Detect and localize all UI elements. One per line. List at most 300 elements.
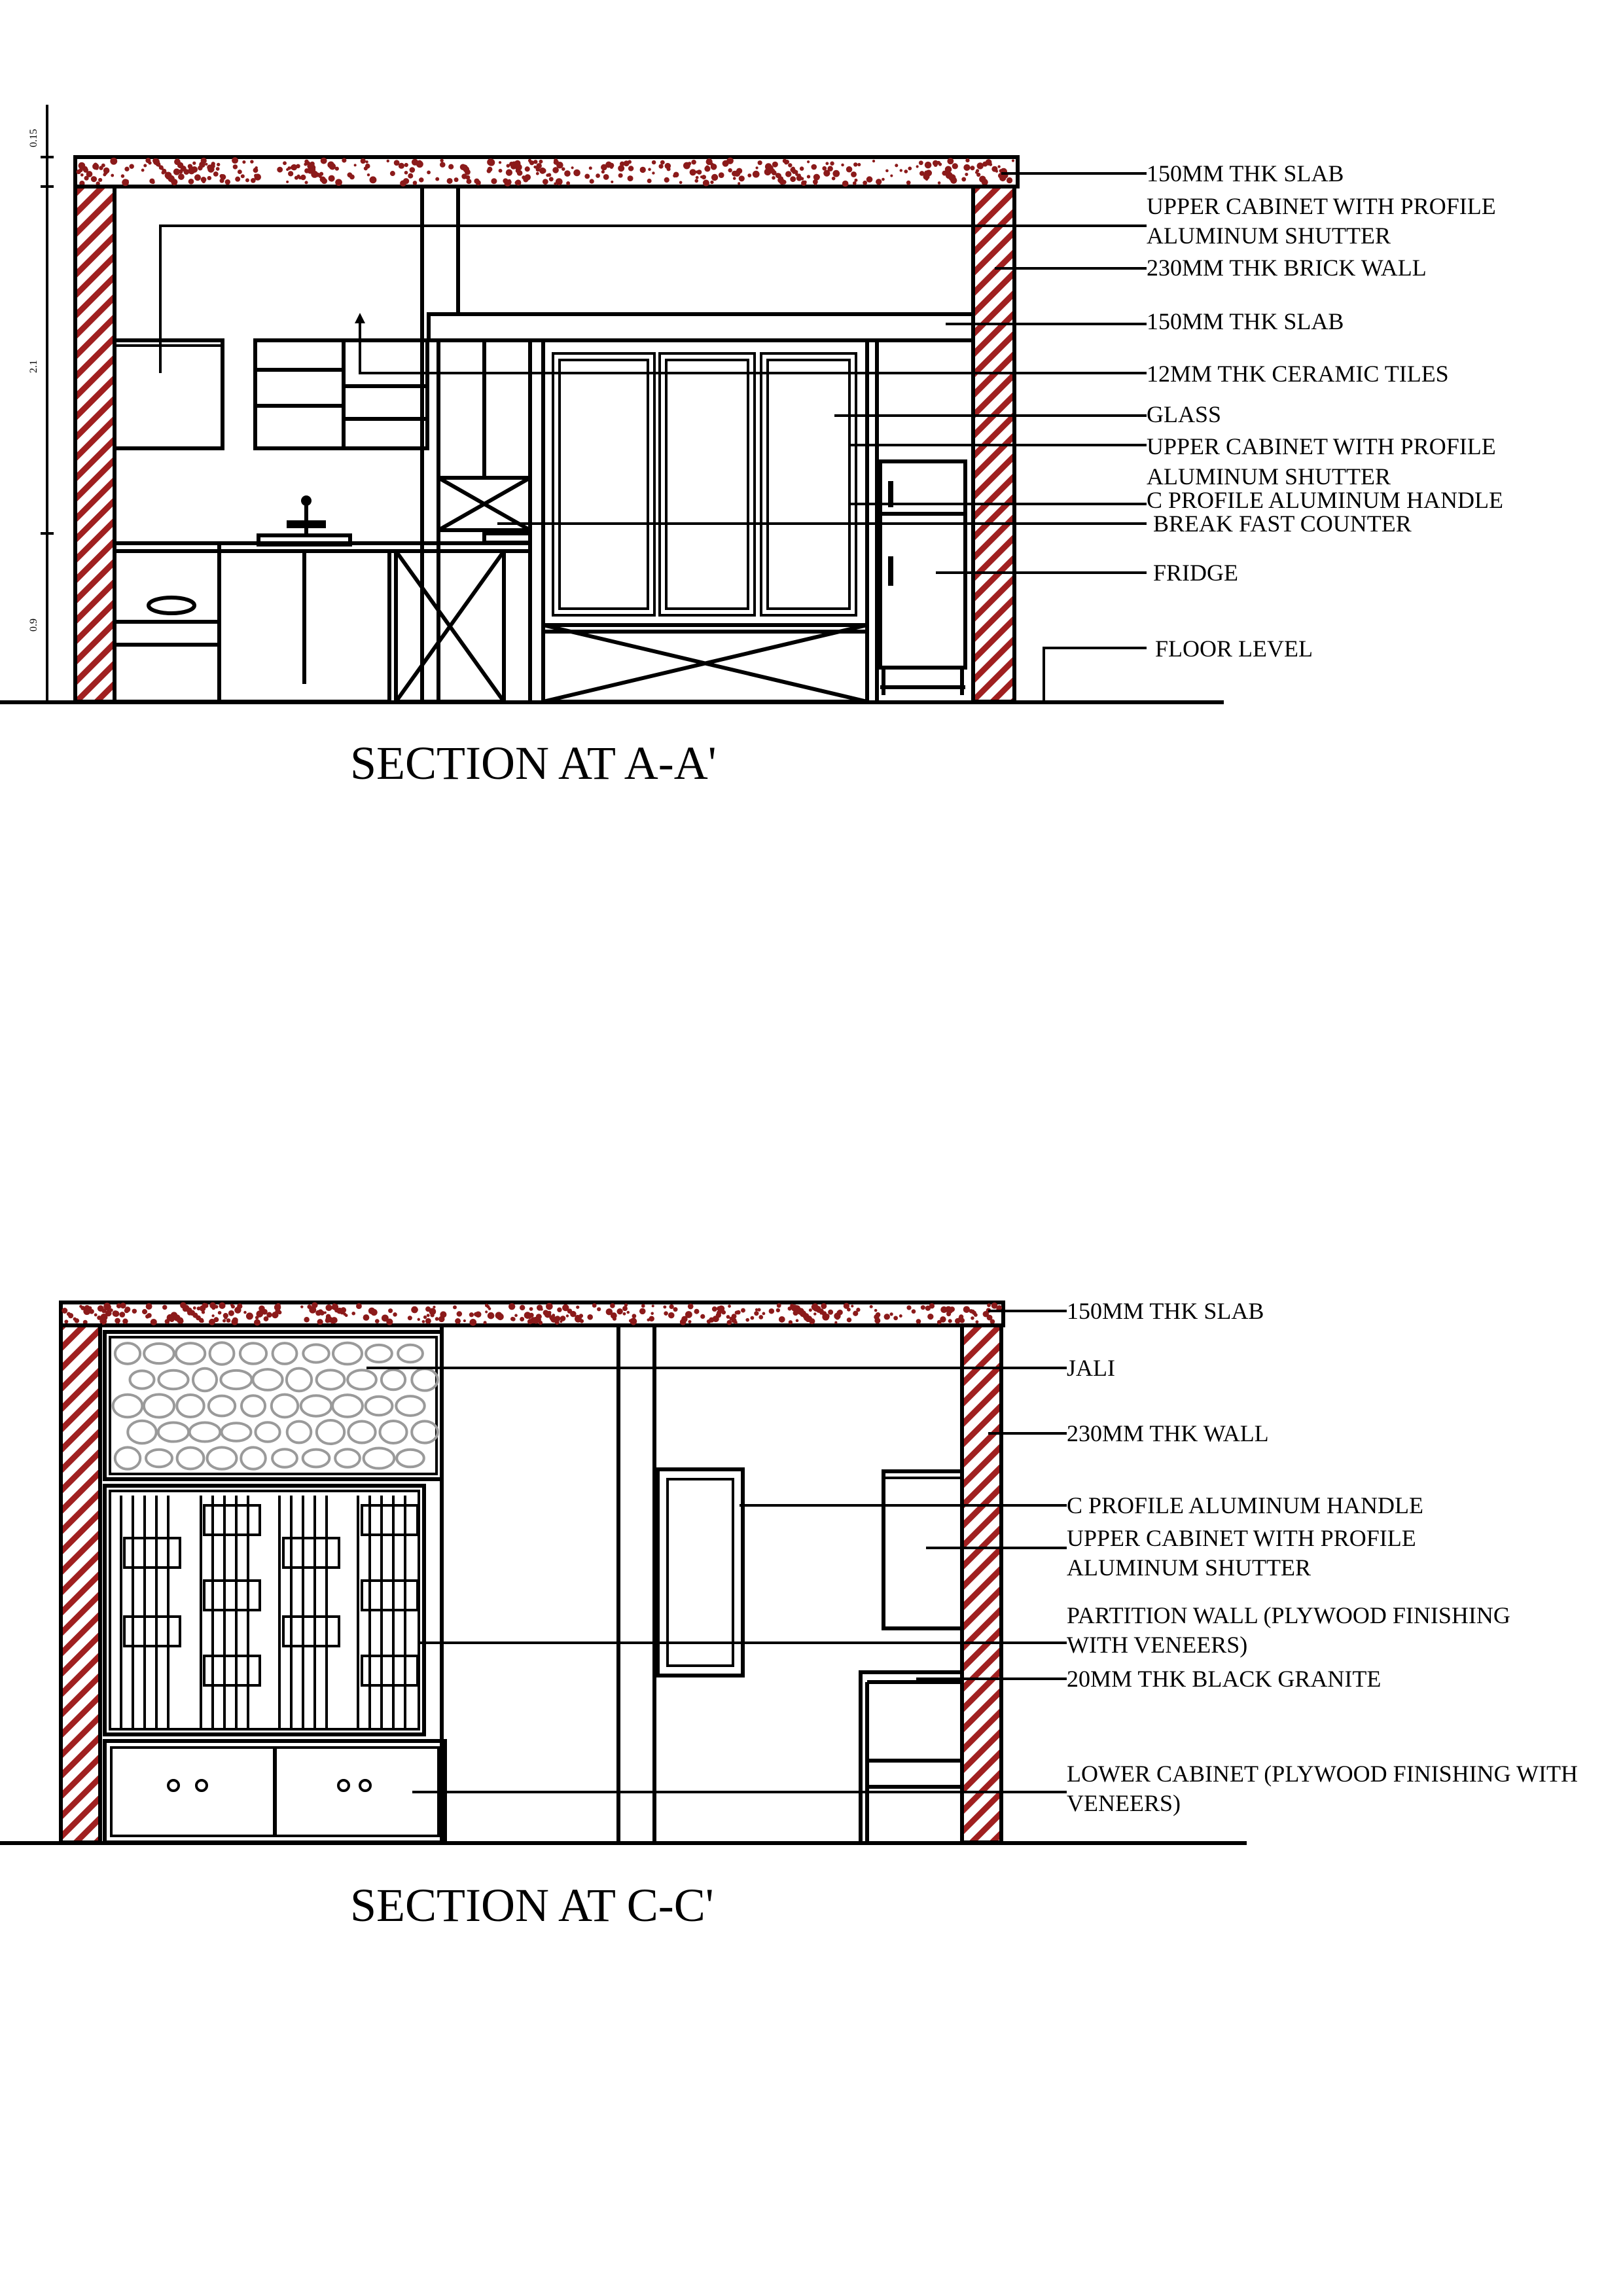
slab-speckle — [220, 179, 224, 183]
slab-speckle — [83, 1308, 90, 1315]
slab-speckle — [807, 175, 810, 178]
slab-speckle — [851, 171, 857, 177]
slab-speckle — [213, 171, 219, 177]
slab-speckle — [475, 1312, 482, 1318]
slab-speckle — [62, 1308, 67, 1314]
slab-speckle — [103, 173, 106, 176]
slab-speckle — [664, 1311, 668, 1316]
slab-speckle — [940, 1316, 946, 1322]
slab-speckle — [601, 170, 605, 173]
slab-speckle — [750, 1316, 754, 1320]
slab-speckle — [623, 1312, 626, 1316]
jali-stone — [222, 1423, 251, 1441]
slab-speckle — [649, 1316, 654, 1322]
slab-speckle — [340, 1307, 346, 1313]
slab-speckle — [266, 1312, 272, 1318]
slab-speckle — [173, 168, 180, 175]
slab-speckle — [733, 177, 736, 180]
slab-speckle — [550, 1316, 557, 1323]
jali-stone — [240, 1343, 266, 1364]
slab-speckle — [965, 173, 968, 176]
slab-speckle — [209, 1302, 216, 1309]
slab-speckle — [835, 1315, 840, 1319]
slab-speckle — [734, 1321, 738, 1324]
slab-speckle — [603, 174, 609, 180]
slab-speckle — [764, 168, 772, 175]
slab-speckle — [219, 1302, 225, 1309]
slab-speckle — [589, 166, 592, 170]
slab-speckle — [834, 1321, 837, 1323]
jali-stone — [382, 1370, 405, 1390]
slab-speckle — [511, 162, 516, 167]
dimension-line — [28, 105, 54, 704]
slab-speckle — [679, 181, 683, 184]
slab-speckle — [147, 1313, 152, 1318]
slab-speckle — [387, 160, 389, 162]
slab-speckle — [707, 1319, 711, 1323]
slab-speckle — [315, 1310, 321, 1316]
jali-stone — [317, 1420, 344, 1444]
slab-speckle — [151, 181, 155, 185]
jali-stone — [241, 1395, 265, 1416]
slab-speckle — [906, 181, 911, 185]
slab-speckle — [331, 1317, 338, 1323]
slab-speckle — [217, 163, 220, 166]
slab-speckle — [618, 173, 623, 178]
slab-speckle — [718, 1305, 724, 1312]
slab-speckle — [524, 174, 531, 181]
jali-stone — [113, 1395, 143, 1418]
slab-speckle — [487, 169, 491, 173]
slab-speckle — [825, 162, 829, 165]
slab-speckle — [408, 173, 413, 179]
section-aa-drawing — [0, 105, 1503, 789]
slab-speckle — [463, 166, 469, 173]
slab-speckle — [557, 1307, 562, 1312]
slab-speckle — [821, 1303, 827, 1309]
slab-speckle — [143, 164, 147, 167]
slab-speckle — [326, 1314, 331, 1319]
slab-speckle — [390, 171, 395, 176]
slab-speckle — [440, 159, 443, 162]
slab-speckle — [622, 1306, 628, 1311]
slab-speckle — [728, 168, 732, 172]
slab-speckle — [466, 179, 471, 184]
slab-speckle — [319, 172, 323, 176]
slab-speckle — [866, 176, 873, 183]
slab-speckle — [639, 1308, 646, 1315]
slab-speckle — [469, 1319, 476, 1326]
slab-speckle — [788, 1306, 792, 1310]
jali-stone — [144, 1395, 174, 1418]
slab-speckle — [728, 1304, 731, 1308]
slab-speckle — [997, 165, 1000, 168]
slab-speckle — [394, 160, 400, 166]
slab-speckle — [541, 1308, 543, 1310]
slab-speckle — [307, 168, 311, 172]
slab-speckle — [487, 158, 494, 166]
slab-speckle — [453, 1305, 457, 1309]
jali-stone — [209, 1396, 235, 1416]
slab-speckle — [169, 1317, 175, 1322]
slab-speckle — [386, 1318, 393, 1325]
slab-speckle — [664, 177, 669, 183]
slab-speckle — [900, 169, 902, 171]
slab-speckle — [178, 173, 185, 180]
slab-speckle — [805, 1316, 811, 1322]
slab-speckle — [129, 164, 134, 169]
jali-stone — [333, 1343, 362, 1365]
label-cc-lower-cabinet-a: LOWER CABINET (PLYWOOD FINISHING WITH — [1067, 1761, 1578, 1787]
slab-speckle — [448, 164, 454, 170]
slab-speckle — [393, 1312, 397, 1316]
slab-speckle — [755, 166, 758, 169]
slab-speckle — [536, 168, 541, 172]
jali-stone — [158, 1422, 188, 1441]
slab-speckle — [800, 177, 804, 181]
slab-speckle — [627, 1311, 630, 1314]
slab-speckle — [1012, 159, 1014, 162]
jali-stone — [348, 1370, 376, 1389]
slab-speckle — [904, 170, 908, 173]
slab-speckle — [571, 166, 574, 169]
label-aa-floor-level: FLOOR LEVEL — [1155, 636, 1313, 662]
slab-speckle — [929, 1303, 935, 1308]
slab-speckle — [566, 181, 570, 185]
slab-speckle — [769, 1308, 774, 1314]
slab-speckle — [304, 162, 307, 166]
slab-speckle — [300, 175, 306, 180]
slab-speckle — [668, 1312, 675, 1319]
slab-speckle — [814, 182, 817, 185]
slab-speckle — [987, 1303, 991, 1307]
slab-speckle — [830, 162, 834, 166]
slab-speckle — [735, 1311, 739, 1315]
slab-speckle — [726, 1320, 732, 1325]
slab-speckle — [506, 179, 512, 185]
slab-speckle — [611, 1312, 617, 1319]
slab-speckle — [712, 1306, 717, 1312]
slab-speckle — [827, 166, 832, 171]
slab-speckle — [162, 1305, 167, 1310]
slab-speckle — [753, 171, 760, 178]
slab-speckle — [949, 1308, 953, 1312]
slab-speckle — [246, 1312, 253, 1319]
slab-speckle — [188, 166, 193, 170]
slab-speckle — [554, 158, 558, 162]
slab-speckle — [651, 1312, 654, 1315]
slab-speckle — [912, 1309, 916, 1314]
slab-speckle — [124, 1308, 130, 1314]
partition-slats — [121, 1496, 418, 1728]
slab-speckle — [837, 1310, 841, 1314]
jali-stone — [397, 1450, 424, 1467]
slab-speckle — [103, 168, 110, 174]
slab-speckle — [86, 171, 93, 177]
slab-speckle — [590, 179, 594, 183]
slab-speckle — [354, 164, 357, 166]
jali-stone — [273, 1343, 297, 1364]
slab-speckle — [101, 1319, 105, 1323]
slab-speckle — [669, 1304, 674, 1309]
slab-speckle — [367, 173, 370, 176]
jali-stone — [348, 1421, 375, 1443]
label-aa-fridge: FRIDGE — [1153, 560, 1239, 586]
label-cc-lower-cabinet-b: VENEERS) — [1067, 1790, 1181, 1816]
slab-speckle — [564, 170, 571, 177]
slab-speckle — [660, 160, 665, 165]
slab-speckle — [611, 181, 613, 183]
jali-stone — [272, 1449, 297, 1467]
slab-speckle — [925, 178, 928, 181]
slab-speckle — [427, 1314, 430, 1317]
slab-speckle — [624, 1303, 628, 1306]
slab-speckle — [404, 163, 408, 167]
slab-speckle — [925, 162, 932, 169]
slab-speckle — [499, 169, 503, 173]
slab-speckle — [202, 1303, 207, 1308]
slab-speckle — [324, 1312, 327, 1314]
slab-speckle — [250, 160, 253, 163]
slab-speckle — [596, 173, 600, 178]
slab-speckle — [440, 1311, 446, 1318]
slab-speckle — [211, 1314, 214, 1317]
slab-speckle — [971, 1316, 974, 1319]
slab-speckle — [703, 180, 709, 187]
slab-speckle — [121, 174, 124, 177]
slab-speckle — [101, 164, 105, 168]
section-cc-drawing — [0, 1298, 1578, 1931]
jali-stone — [176, 1343, 205, 1364]
slab-speckle — [218, 1311, 222, 1315]
slab-speckle — [288, 171, 293, 176]
slab-speckle — [435, 177, 439, 181]
slab-speckle — [961, 177, 966, 181]
slab-speckle — [243, 1311, 246, 1314]
slab-speckle — [882, 178, 885, 181]
slab-speckle — [856, 1308, 860, 1312]
slab-speckle — [694, 179, 698, 183]
slab-speckle — [408, 1316, 412, 1320]
jali-stone — [303, 1450, 330, 1467]
slab-speckle — [254, 1319, 260, 1325]
slab-speckle — [207, 176, 211, 180]
slab-speckle — [620, 162, 624, 166]
slab-speckle — [91, 176, 97, 182]
dim-upper: 2.1 — [28, 360, 39, 373]
slab-speckle — [220, 174, 224, 178]
slab-speckle — [184, 169, 190, 175]
slab-speckle — [484, 1321, 487, 1324]
slab-speckle — [652, 1304, 654, 1307]
slab-speckle — [847, 1308, 851, 1312]
slab-speckle — [309, 1306, 316, 1314]
slab-speckle — [388, 1308, 393, 1313]
slab-speckle — [982, 162, 988, 167]
slab-speckle — [754, 1311, 758, 1316]
slab-speckle — [193, 1306, 196, 1310]
slab-speckle — [202, 1310, 205, 1314]
slab-speckle — [317, 1319, 323, 1325]
slab-speckle — [525, 166, 530, 171]
slab-speckle — [536, 172, 539, 175]
slab-speckle — [148, 161, 151, 164]
slab-speckle — [126, 179, 129, 183]
slab-speckle — [549, 177, 554, 181]
slab-speckle — [546, 1303, 553, 1310]
slab-speckle — [132, 1309, 137, 1314]
slab-speckle — [934, 163, 938, 167]
jali-stone — [255, 1422, 279, 1441]
slab-speckle — [890, 175, 893, 177]
slab-speckle — [825, 1314, 829, 1318]
slab-speckle — [853, 181, 857, 185]
slab-speckle — [425, 1306, 431, 1312]
slab-speckle — [527, 1319, 533, 1324]
slab-speckle — [697, 170, 702, 175]
jali-stone — [303, 1344, 329, 1362]
slab-speckle — [543, 179, 548, 185]
slab-speckle — [970, 166, 974, 170]
section-cc-title: SECTION AT C-C' — [350, 1879, 714, 1931]
slab-speckle — [529, 1315, 532, 1318]
jali-stone — [287, 1422, 312, 1443]
slab-speckle — [959, 1314, 963, 1319]
slab-speckle — [422, 1320, 425, 1323]
slab-speckle — [363, 1314, 370, 1321]
slab-speckle — [940, 1306, 947, 1313]
slab-speckle — [989, 163, 992, 166]
slab-speckle — [995, 170, 998, 173]
slab-speckle — [628, 175, 633, 181]
slab-speckle — [851, 1305, 853, 1308]
slab-speckle — [736, 168, 742, 174]
slab-speckle — [784, 160, 788, 164]
slab-speckle — [711, 164, 717, 170]
slab-speckle — [629, 1319, 632, 1322]
wall-left — [61, 1325, 100, 1842]
slab-speckle — [745, 1318, 749, 1322]
slab-speckle — [98, 178, 102, 182]
slab-speckle — [566, 1314, 569, 1317]
slab-speckle — [334, 1308, 339, 1313]
glass-cabinet — [543, 340, 867, 632]
label-aa-upper-cabinet-1a: UPPER CABINET WITH PROFILE — [1147, 193, 1496, 219]
slab-speckle — [536, 1314, 542, 1319]
slab-speckle — [115, 1312, 118, 1316]
slab-speckle — [529, 1307, 533, 1311]
slab-speckle — [242, 160, 245, 164]
jali-stone — [301, 1395, 332, 1416]
slab-speckle — [457, 1311, 463, 1317]
slab-speckle — [706, 158, 713, 165]
jali-stone — [412, 1421, 438, 1443]
slab-speckle — [976, 169, 979, 172]
slab-speckle — [231, 1319, 238, 1325]
slab-speckle — [517, 170, 523, 176]
jali-stone — [364, 1448, 395, 1468]
slab-speckle — [245, 178, 249, 182]
slab-speckle — [141, 169, 145, 172]
label-aa-breakfast-counter: BREAK FAST COUNTER — [1153, 511, 1412, 537]
slab-speckle — [110, 158, 117, 165]
brick-wall-left — [75, 187, 115, 702]
slab-speckle — [663, 1305, 666, 1308]
slab-speckle — [225, 179, 230, 185]
jali-stone — [317, 1370, 345, 1389]
slab-speckle — [342, 158, 346, 162]
slab-speckle — [776, 1308, 780, 1312]
slab-speckle — [652, 160, 656, 164]
slab-speckle — [739, 175, 745, 181]
slab-speckle — [863, 181, 867, 185]
slab-speckle — [199, 162, 205, 168]
slab-speckle — [758, 1315, 763, 1319]
slab-speckle — [116, 1320, 120, 1324]
slab-speckle — [573, 170, 580, 177]
slab-speckle — [425, 1318, 431, 1324]
slab-speckle — [1007, 177, 1012, 183]
slab-speckle — [291, 166, 295, 170]
label-aa-glass: GLASS — [1147, 401, 1222, 427]
label-aa-upper-cabinet-1b: ALUMINUM SHUTTER — [1147, 223, 1391, 249]
slab-speckle — [841, 164, 844, 167]
slab-speckle — [785, 171, 791, 177]
slab-speckle — [370, 176, 377, 183]
slab-speckle — [762, 1312, 766, 1316]
slab-speckle — [847, 1318, 851, 1322]
slab-speckle — [234, 1307, 241, 1314]
dim-lower: 0.9 — [28, 619, 39, 632]
slab-speckle — [507, 164, 510, 168]
slab-speckle — [772, 170, 777, 175]
slab-speckle — [296, 164, 300, 169]
slab-speckle — [813, 174, 820, 181]
slab-speckle — [435, 1317, 439, 1321]
slab-speckle — [230, 1304, 233, 1306]
slab-speckle — [165, 1319, 170, 1324]
slab-speckle — [529, 160, 534, 165]
slab-speckle — [276, 1303, 281, 1308]
slab-speckle — [938, 162, 942, 166]
jali-stone — [115, 1447, 140, 1469]
slab-speckle — [779, 1316, 785, 1323]
slab-speckle — [454, 177, 459, 182]
label-cc-handle: C PROFILE ALUMINUM HANDLE — [1067, 1492, 1424, 1518]
slab-speckle — [238, 170, 242, 174]
slab-speckle — [987, 1315, 993, 1321]
slab-speckle — [777, 1303, 781, 1308]
slab-speckle — [197, 1306, 201, 1310]
slab-speckle — [433, 1306, 435, 1308]
slab-speckle — [648, 168, 651, 171]
slab-speckle — [233, 164, 238, 169]
slab-speckle — [497, 1313, 504, 1320]
slab-speckle — [510, 1317, 514, 1321]
slab-speckle — [719, 172, 724, 178]
label-aa-slab-top: 150MM THK SLAB — [1147, 160, 1344, 187]
slab-speckle — [804, 181, 807, 184]
wall-right — [962, 1325, 1001, 1842]
slab-speckle — [68, 1313, 73, 1318]
slab-speckle — [539, 160, 543, 164]
slab-speckle — [832, 170, 840, 177]
slab-speckle — [884, 1314, 890, 1319]
slab-speckle — [772, 176, 776, 180]
slab-speckle — [368, 1308, 375, 1314]
jali-stone — [193, 1369, 217, 1391]
slab-speckle — [447, 178, 453, 184]
